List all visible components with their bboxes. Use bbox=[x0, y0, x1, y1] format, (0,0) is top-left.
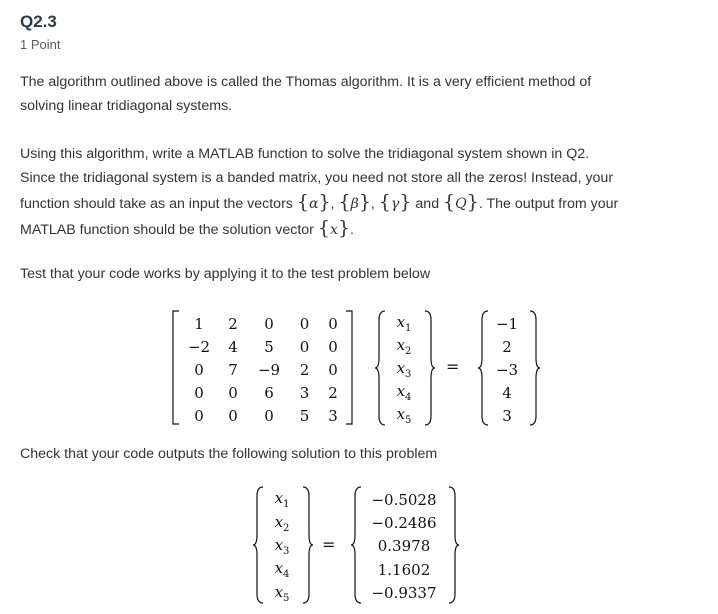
unknowns-vector bbox=[386, 312, 422, 427]
rhs-left-brace bbox=[477, 310, 489, 426]
matrix-row bbox=[182, 381, 345, 404]
beta-symbol: β bbox=[350, 196, 359, 212]
matrix-cell: 5 bbox=[299, 406, 310, 425]
unknown-variable: $x_1$ bbox=[396, 313, 412, 334]
matrix-cell: 0 bbox=[228, 406, 238, 425]
paragraph-intro bbox=[20, 70, 690, 118]
matrix-cell: 0 bbox=[328, 314, 338, 333]
gamma-symbol: γ bbox=[390, 196, 400, 212]
paragraph-test: Test that your code works by applying it to the test problem below bbox=[20, 266, 431, 282]
solution-unknowns-vector bbox=[264, 488, 300, 605]
solution-values-right-brace bbox=[448, 486, 460, 604]
matrix-row bbox=[182, 358, 345, 381]
line4-prefix: MATLAB function should be the solution vector bbox=[20, 222, 318, 238]
line4-suffix: . bbox=[350, 222, 354, 238]
question-title: Q2.3 bbox=[20, 12, 57, 31]
solution-unknowns-left-brace bbox=[252, 486, 264, 604]
solution-variable: $x_1$ bbox=[274, 489, 290, 511]
solution-value: −0.2486 bbox=[371, 514, 437, 533]
matrix-cell: 0 bbox=[264, 406, 274, 425]
solution-values-vector bbox=[364, 488, 444, 605]
matrix-cell: 0 bbox=[264, 314, 274, 333]
matrix-row bbox=[182, 312, 345, 335]
paragraph-task-line1: Using this algorithm, write a MATLAB function to solve the tridiagonal system shown in Q2. bbox=[20, 146, 590, 162]
matrix-cell: 0 bbox=[194, 383, 204, 402]
matrix-cell: 4 bbox=[228, 337, 238, 356]
rhs-value: 2 bbox=[502, 337, 512, 356]
solution-variable: $x_5$ bbox=[274, 582, 290, 604]
line3-prefix: function should take as an input the vectors bbox=[20, 196, 297, 212]
question-points: 1 Point bbox=[20, 37, 61, 52]
solution-variable: $x_4$ bbox=[274, 559, 290, 581]
matrix-cell: 6 bbox=[264, 383, 274, 402]
unknowns-right-brace bbox=[424, 310, 436, 426]
unknown-variable: $x_2$ bbox=[396, 336, 412, 357]
alpha-symbol: α bbox=[308, 196, 319, 212]
rhs-value: 4 bbox=[502, 383, 512, 402]
solution-value: −0.9337 bbox=[371, 584, 437, 603]
matrix-cell: 0 bbox=[299, 337, 310, 356]
solution-value: 0.3978 bbox=[377, 537, 431, 556]
paragraph-intro-line1: The algorithm outlined above is called the Thomas algorithm. It is a very efficient method of bbox=[20, 74, 592, 90]
matrix-cell: 3 bbox=[328, 406, 338, 425]
matrix-cell: −9 bbox=[257, 360, 281, 379]
q-symbol: Q bbox=[455, 196, 467, 212]
rhs-vector bbox=[489, 312, 525, 427]
paragraph-task-line4: MATLAB function should be the solution vector {x}. bbox=[20, 217, 354, 239]
paragraph-task-line3: function should take as an input the vectors {α}, {β}, {γ} and {Q}. The output from your bbox=[20, 191, 619, 213]
and-word: and bbox=[415, 196, 440, 212]
unknowns-left-brace bbox=[374, 310, 386, 426]
matrix-cell: −2 bbox=[187, 337, 211, 356]
rhs-value: 3 bbox=[502, 406, 512, 425]
rhs-value: −1 bbox=[495, 314, 519, 333]
matrix-row bbox=[182, 335, 345, 358]
solution-values-left-brace bbox=[350, 486, 362, 604]
matrix-cell: 0 bbox=[328, 360, 338, 379]
x-symbol: x bbox=[329, 222, 338, 238]
solution-value: 1.1602 bbox=[377, 560, 431, 579]
matrix-cell: 5 bbox=[264, 337, 274, 356]
matrix-cell: 0 bbox=[194, 406, 204, 425]
paragraph-task-line2: Since the tridiagonal system is a banded matrix, you need not store all the zeros! Instead, your bbox=[20, 170, 614, 186]
line3-suffix: . The output from your bbox=[478, 196, 619, 212]
matrix-left-bracket bbox=[172, 310, 180, 425]
unknown-variable: $x_4$ bbox=[396, 382, 412, 403]
matrix-cell: 1 bbox=[194, 314, 204, 333]
paragraph-intro-line2: solving linear tridiagonal systems. bbox=[20, 98, 233, 114]
matrix-cell: 2 bbox=[328, 383, 338, 402]
rhs-value: −3 bbox=[495, 360, 519, 379]
unknown-variable: $x_3$ bbox=[396, 359, 412, 380]
coefficient-matrix bbox=[182, 312, 345, 427]
solution-equals-sign: = bbox=[322, 535, 336, 554]
unknown-variable: $x_5$ bbox=[396, 405, 412, 426]
matrix-cell: 0 bbox=[228, 383, 238, 402]
matrix-cell: 2 bbox=[228, 314, 238, 333]
rhs-right-brace bbox=[529, 310, 541, 426]
paragraph-check: Check that your code outputs the following solution to this problem bbox=[20, 446, 438, 462]
solution-variable: $x_3$ bbox=[274, 535, 290, 557]
matrix-row bbox=[182, 404, 345, 427]
matrix-cell: 0 bbox=[194, 360, 204, 379]
paragraph-task bbox=[20, 142, 690, 242]
matrix-cell: 7 bbox=[228, 360, 238, 379]
equals-sign: = bbox=[446, 357, 460, 376]
solution-unknowns-right-brace bbox=[302, 486, 314, 604]
matrix-right-bracket bbox=[345, 310, 353, 425]
matrix-cell: 2 bbox=[299, 360, 310, 379]
matrix-cell: 0 bbox=[328, 337, 338, 356]
solution-variable: $x_2$ bbox=[274, 512, 290, 534]
solution-value: −0.5028 bbox=[371, 490, 437, 509]
matrix-cell: 0 bbox=[299, 314, 310, 333]
matrix-cell: 3 bbox=[299, 383, 310, 402]
